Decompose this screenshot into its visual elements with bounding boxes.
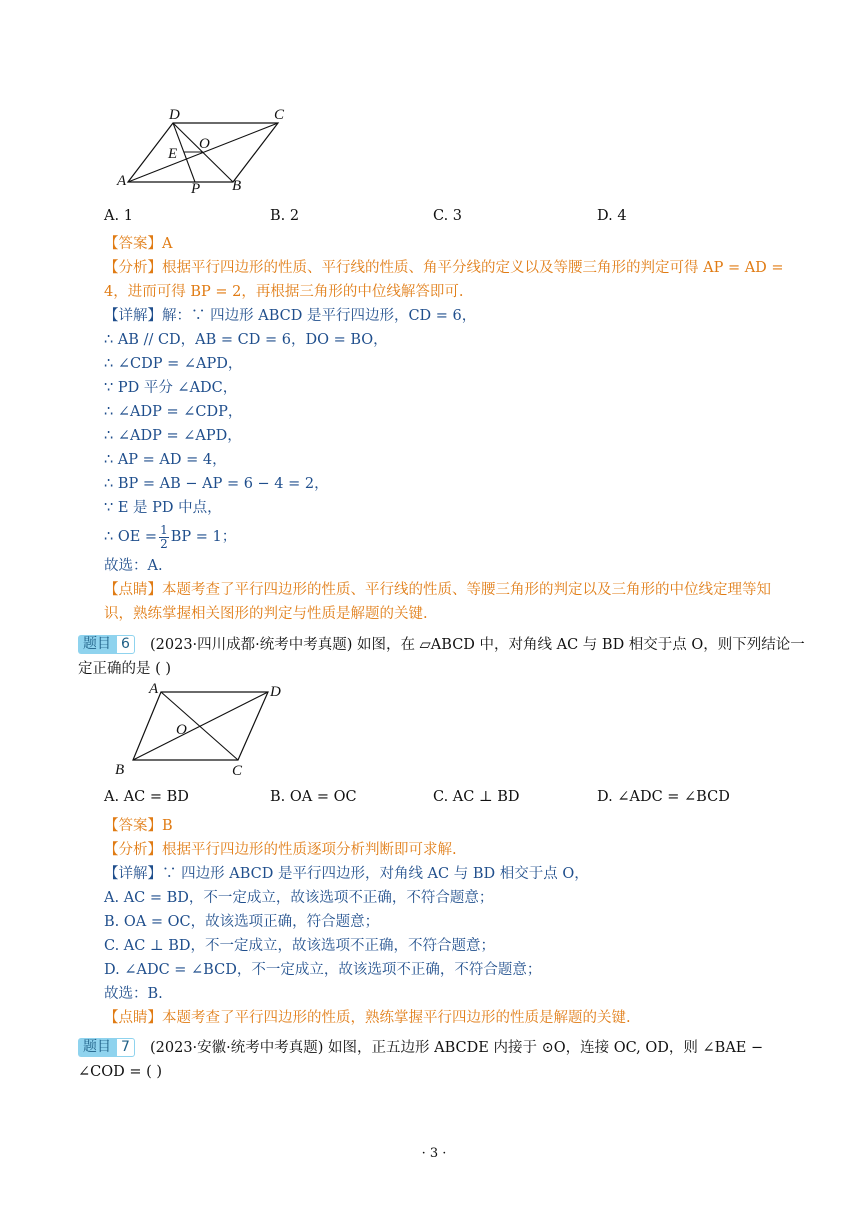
q5-option-d: D. 4 <box>597 208 627 224</box>
q5-detail-line: ∴ ∠ADP = ∠APD， <box>104 428 242 444</box>
q6-detail-line: D. ∠ADC = ∠BCD，不一定成立，故该选项不正确，不符合题意； <box>104 962 542 978</box>
label-B: B <box>232 178 242 194</box>
q6-detail-line: B. OA = OC，故该选项正确，符合题意； <box>104 914 380 930</box>
q5-comment-line2: 识，熟练掌握相关图形的判定与性质是解题的关键. <box>104 606 428 622</box>
q6-stem-line2: 定正确的是 ( ) <box>78 661 172 677</box>
label-A: A <box>149 681 159 697</box>
q6-option-b: B. OA = OC <box>270 789 357 805</box>
q6-answer: 【答案】B <box>104 818 173 834</box>
page-number: · 3 · <box>421 1146 447 1161</box>
label-A: A <box>117 173 127 189</box>
q5-comment-line1: 【点睛】本题考查了平行四边形的性质、平行线的性质、等腰三角形的判定以及三角形的中位线定理等知 <box>104 582 771 598</box>
figure-parallelogram-q6 <box>113 682 293 777</box>
question-tag-number: 6 <box>116 635 135 654</box>
question-tag-label: 题目 <box>78 635 116 654</box>
q6-detail-line: C. AC ⊥ BD，不一定成立，故该选项不正确，不符合题意； <box>104 938 495 954</box>
q6-comment: 【点睛】本题考查了平行四边形的性质，熟练掌握平行四边形的性质是解题的关键. <box>104 1010 631 1026</box>
fraction-denominator: 2 <box>160 536 168 551</box>
figure-q5-svg <box>115 107 295 197</box>
q5-analysis-line2: 4，进而可得 BP = 2，再根据三角形的中位线解答即可. <box>104 284 464 300</box>
figure-q6-svg <box>113 682 293 777</box>
question-tag-label: 题目 <box>78 1038 116 1057</box>
q5-option-b: B. 2 <box>270 208 300 224</box>
figure-parallelogram-q5 <box>115 107 295 197</box>
label-E: E <box>168 146 178 162</box>
q6-option-c: C. AC ⊥ BD <box>433 789 520 805</box>
q6-detail-line: 故选：B. <box>104 986 163 1002</box>
fraction-numerator: 1 <box>160 522 168 537</box>
q6-option-a: A. AC = BD <box>104 789 189 805</box>
q5-choose: 故选：A. <box>104 558 163 574</box>
q5-detail-line: ∵ E 是 PD 中点， <box>104 500 222 516</box>
label-P: P <box>191 181 201 197</box>
fraction-half <box>159 524 169 551</box>
q5-analysis-line1: 【分析】根据平行四边形的性质、平行线的性质、角平分线的定义以及等腰三角形的判定可得 AP = AD = <box>104 260 784 276</box>
q6-stem-line1: (2023·四川成都·统考中考真题) 如图，在 ▱ABCD 中，对角线 AC 与 BD 相交于点 O，则下列结论一 <box>150 637 805 653</box>
oe-prefix: ∴ OE = <box>104 529 158 545</box>
label-C: C <box>274 107 285 123</box>
q5-option-c: C. 3 <box>433 208 463 224</box>
q5-detail-line: 【详解】解：∵ 四边形 ABCD 是平行四边形，CD = 6， <box>104 308 477 324</box>
q6-detail-line: A. AC = BD，不一定成立，故该选项不正确，不符合题意； <box>104 890 494 906</box>
label-D: D <box>169 107 180 123</box>
q6-option-d: D. ∠ADC = ∠BCD <box>597 789 730 805</box>
q5-detail-line: ∴ AP = AD = 4， <box>104 452 227 468</box>
label-O: O <box>199 136 210 152</box>
question-tag-6 <box>78 635 135 654</box>
label-D: D <box>270 684 281 700</box>
q5-detail-line: ∴ ∠ADP = ∠CDP， <box>104 404 243 420</box>
question-tag-7 <box>78 1038 135 1057</box>
label-B: B <box>115 762 125 778</box>
q5-detail-line: ∴ AB // CD，AB = CD = 6，DO = BO， <box>104 332 388 348</box>
oe-suffix: BP = 1； <box>170 529 237 545</box>
question-tag-number: 7 <box>116 1038 135 1057</box>
q5-detail-line: ∴ ∠CDP = ∠APD， <box>104 356 243 372</box>
q5-oe-line <box>104 522 236 552</box>
q7-stem-line2: ∠COD = ( ) <box>78 1064 163 1080</box>
q5-answer: 【答案】A <box>104 236 173 252</box>
q6-detail-line: 【详解】∵ 四边形 ABCD 是平行四边形，对角线 AC 与 BD 相交于点 O， <box>104 866 589 882</box>
q5-detail-line: ∵ PD 平分 ∠ADC， <box>104 380 238 396</box>
label-C: C <box>232 763 243 779</box>
q5-option-a: A. 1 <box>104 208 133 224</box>
q7-stem-line1: (2023·安徽·统考中考真题) 如图，正五边形 ABCDE 内接于 ⊙O，连接 OC, OD，则 ∠BAE − <box>150 1040 764 1056</box>
label-O: O <box>176 722 187 738</box>
q6-analysis: 【分析】根据平行四边形的性质逐项分析判断即可求解. <box>104 842 457 858</box>
q5-detail-line: ∴ BP = AB − AP = 6 − 4 = 2， <box>104 476 329 492</box>
